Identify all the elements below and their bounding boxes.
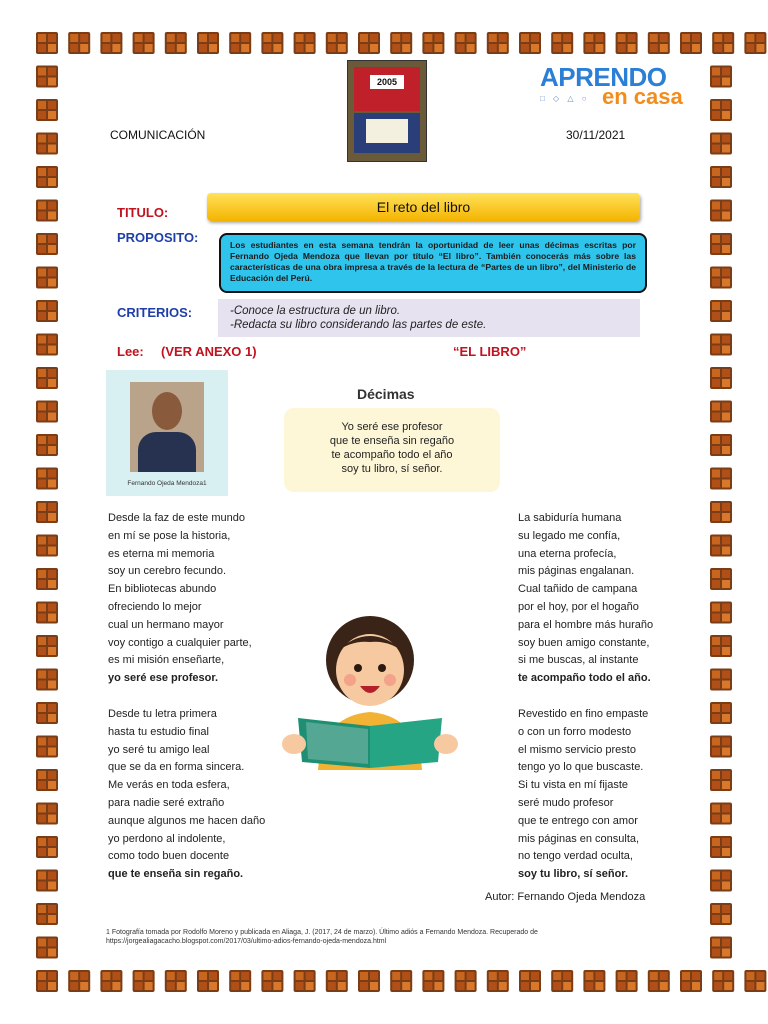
poem-line: una eterna profecía, [518,547,617,560]
border-brick [710,669,732,691]
poem-line: para nadie seré extraño [108,796,225,809]
border-brick [710,468,732,490]
border-brick [487,32,509,54]
criterios-label: CRITERIOS: [117,305,193,320]
poem-line: yo seré ese profesor. [108,672,219,685]
proposito-box: Los estudiantes en esta semana tendrán la oportunidad de leer unas décimas escritas por Fernando Ojeda Mendoza que llevan por título “El libro”. También conocerás más sobre las características de una obra impresa a través de la lectura de “Partes de un libro”, del Ministerio de Educación del Perú. [219,233,647,293]
border-brick [551,970,573,992]
poem-line: hasta tu estudio final [108,725,209,738]
border-brick [583,970,605,992]
poem-line: Desde la faz de este mundo [108,512,245,524]
border-brick [710,267,732,289]
border-brick [68,970,90,992]
border-brick [197,32,219,54]
poem-line: voy contigo a cualquier parte, [108,636,252,649]
border-brick [455,32,477,54]
border-brick [261,32,283,54]
border-brick [551,32,573,54]
poem-line: mis páginas engalanan. [518,565,635,578]
poem-line: yo perdono al indolente, [108,832,226,845]
border-brick [261,970,283,992]
border-brick [36,769,58,791]
border-brick [36,99,58,121]
border-brick [326,32,348,54]
border-brick [710,99,732,121]
poem-line: ofreciendo lo mejor [108,600,202,613]
border-brick [36,233,58,255]
author-photo [106,370,228,496]
border-brick [487,970,509,992]
border-brick [710,568,732,590]
photo-caption: Fernando Ojeda Mendoza1 [127,480,207,487]
border-brick [710,702,732,724]
border-brick [710,166,732,188]
border-brick [422,32,444,54]
titulo-label: TITULO: [117,205,169,220]
border-brick [68,32,90,54]
border-brick [710,200,732,222]
poem-line: su legado me confía, [518,529,621,542]
border-brick [36,635,58,657]
stanza-2 [518,510,653,688]
border-brick [455,970,477,992]
border-brick [710,602,732,624]
border-brick [710,937,732,959]
border-brick [36,602,58,624]
poem-line: que se da en forma sincera. [108,761,245,774]
border-brick [390,970,412,992]
border-brick [710,66,732,88]
poem-line: o con un forro modesto [518,725,632,738]
poem-line: como todo buen docente [108,850,230,863]
stanza-1 [108,510,252,688]
border-brick [294,970,316,992]
anexo-label: (VER ANEXO 1) [161,344,257,359]
border-brick [710,535,732,557]
poem-line: Si tu vista en mí fijaste [518,779,629,792]
poem-line: En bibliotecas abundo [108,583,217,596]
border-brick [744,32,766,54]
border-brick [36,166,58,188]
border-brick [648,32,670,54]
poem-line: es mi misión enseñarte, [108,654,225,667]
border-brick [680,32,702,54]
poem-line: mis páginas en consulta, [518,832,640,845]
poem-line: Desde tu letra primera [108,708,217,720]
border-brick [710,870,732,892]
poem-line: te acompaño todo el año. [518,672,651,685]
portrait-suit [138,432,196,472]
border-brick [133,32,155,54]
border-brick [710,434,732,456]
border-brick [710,803,732,825]
border-brick [744,970,766,992]
date-label: 30/11/2021 [566,128,626,142]
poem-line: aunque algunos me hacen daño [108,814,266,827]
border-brick [422,970,444,992]
border-brick [616,970,638,992]
border-brick [36,736,58,758]
border-brick [390,32,412,54]
border-brick [165,32,187,54]
border-brick [36,568,58,590]
poem-line: para el hombre más huraño [518,618,654,631]
poem-line: el mismo servicio presto [518,743,636,756]
border-brick [36,702,58,724]
border-brick [36,970,58,992]
border-brick [710,836,732,858]
poem-line: que te entrego con amor [518,814,638,827]
border-brick [36,903,58,925]
border-brick [133,970,155,992]
border-brick [358,32,380,54]
border-brick [710,133,732,155]
poem-line: si me buscas, al instante [518,654,639,667]
border-brick [36,669,58,691]
stanza-4 [518,706,648,884]
poem-line: soy buen amigo constante, [518,636,650,649]
poem-line: soy tu libro, sí señor. [518,868,629,881]
border-brick [519,32,541,54]
border-brick [710,501,732,523]
border-brick [100,32,122,54]
border-brick [710,334,732,356]
decimas-heading: Décimas [357,386,415,402]
quote-box [284,408,500,492]
border-brick [197,970,219,992]
border-brick [326,970,348,992]
stanza-3 [108,706,265,884]
border-brick [36,66,58,88]
portrait-head [152,392,182,430]
border-brick [36,367,58,389]
border-brick [36,267,58,289]
poem-line: por el hoy, por el hogaño [518,600,639,613]
poem-line: seré mudo profesor [518,796,614,809]
criterios-box [218,299,640,337]
border-brick [36,937,58,959]
poem-line: Me verás en toda esfera, [108,779,230,792]
poem-line: Revestido en fino empaste [518,708,649,720]
poem-line: yo seré tu amigo leal [108,743,210,756]
border-brick [710,401,732,423]
poem-line: en mí se pose la historia, [108,529,231,542]
aprendo-en-casa-logo: APRENDO □ ◇ △ ○ en casa [540,62,683,109]
quote-line: te acompaño todo el año [331,449,453,461]
border-brick [36,133,58,155]
border-brick [519,970,541,992]
proposito-label: PROPOSITO: [117,230,199,245]
criterio-item: -Conoce la estructura de un libro. [230,305,401,317]
quote-line: Yo seré ese profesor [341,421,443,433]
title-banner: El reto del libro [207,193,640,221]
libro-label: “EL LIBRO” [453,344,527,359]
poem-line: es eterna mi memoria [108,547,215,560]
border-brick [229,32,251,54]
border-brick [36,300,58,322]
border-brick [36,870,58,892]
border-brick [36,434,58,456]
poem-line: La sabiduría humana [518,512,622,524]
border-brick [229,970,251,992]
subject-label: COMUNICACIÓN [110,128,206,142]
border-brick [616,32,638,54]
border-brick [680,970,702,992]
border-brick [36,836,58,858]
lee-label: Lee: [117,344,144,359]
author-credit: Autor: Fernando Ojeda Mendoza [485,891,646,903]
border-brick [36,401,58,423]
quote-line: que te enseña sin regaño [329,435,455,447]
border-brick [648,970,670,992]
poem-line: que te enseña sin regaño. [108,868,244,881]
border-brick [36,32,58,54]
poem-line: no tengo verdad oculta, [518,850,633,863]
border-brick [710,635,732,657]
border-brick [358,970,380,992]
criterio-item: -Redacta su libro considerando las partes de este. [230,319,487,331]
border-brick [583,32,605,54]
border-brick [165,970,187,992]
border-brick [36,535,58,557]
border-brick [100,970,122,992]
poem-line: Cual tañido de campana [518,583,638,596]
border-brick [710,736,732,758]
border-brick [710,903,732,925]
border-brick [710,300,732,322]
poem-line: cual un hermano mayor [108,618,224,631]
poem-line: soy un cerebro fecundo. [108,565,227,578]
quote-line: soy tu libro, sí señor. [341,463,443,475]
border-brick [712,970,734,992]
border-brick [36,468,58,490]
school-crest-logo: 2005 [347,60,427,162]
border-brick [36,200,58,222]
border-brick [294,32,316,54]
girl-reading-illustration [278,612,462,770]
border-brick [36,334,58,356]
border-brick [710,769,732,791]
poem-line: tengo yo lo que buscaste. [518,761,644,774]
border-brick [710,233,732,255]
border-brick [36,501,58,523]
footnote: 1 Fotografía tomada por Rodolfo Moreno y publicada en Aliaga, J. (2017, 24 de marzo). Último adiós a Fernando Mendoza. Recuperado de https://jorgealiagacacho.blogspot.com/2017/03/ultimo-adios-fernando-ojeda-mendoza.html [106,929,538,945]
border-brick [712,32,734,54]
border-brick [710,367,732,389]
border-brick [36,803,58,825]
